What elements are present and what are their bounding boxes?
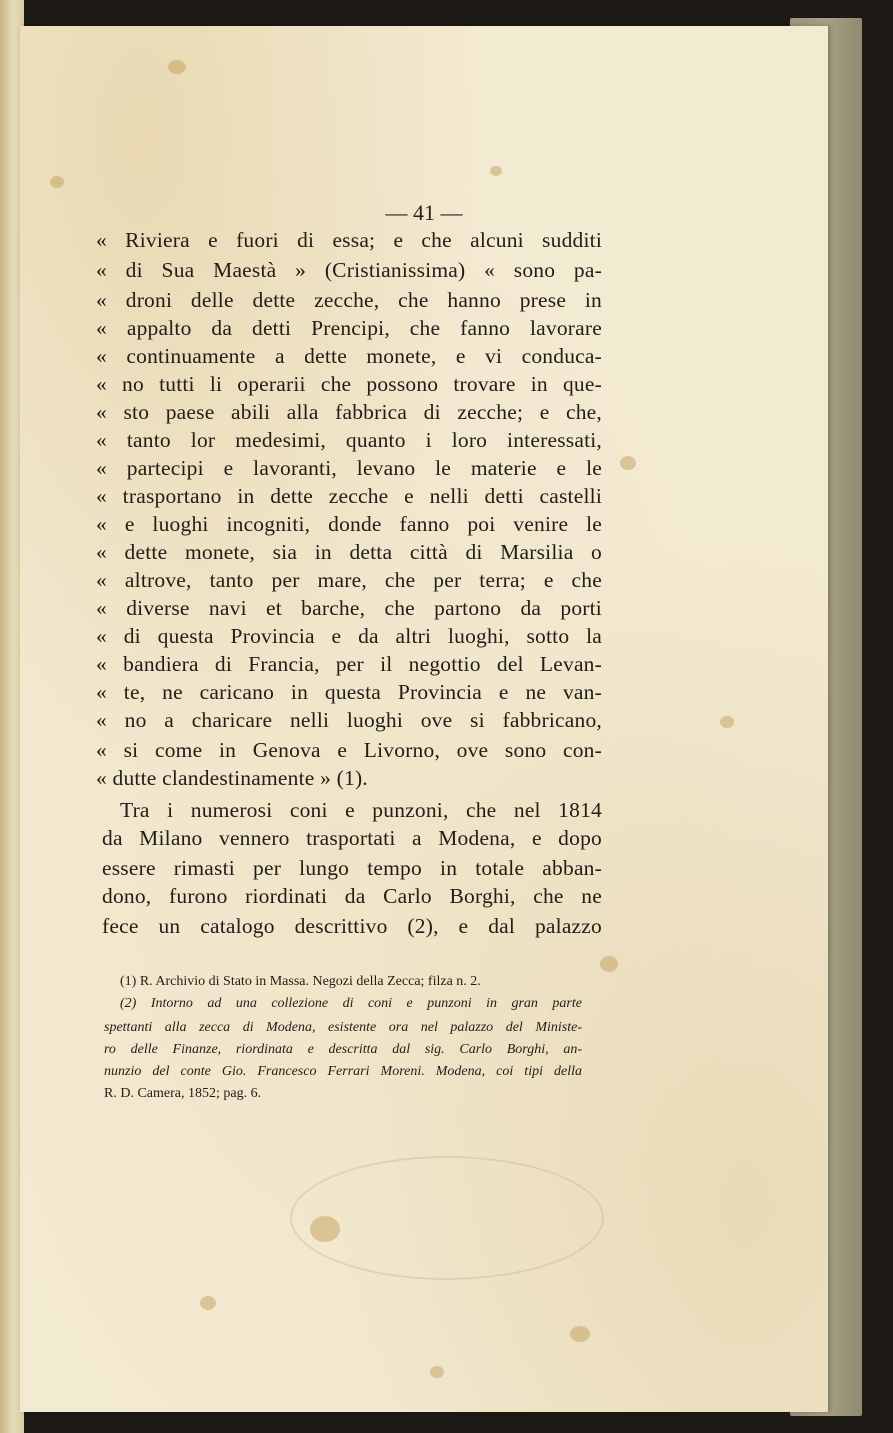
text-line: « diverse navi et barche, che partono da porti: [96, 596, 602, 620]
foxing-spot: [200, 1296, 216, 1310]
text-line: « continuamente a dette monete, e vi conduca-: [96, 344, 602, 368]
foxing-spot: [490, 166, 502, 176]
footnote-line: nunzio del conte Gio. Francesco Ferrari Moreni. Modena, coi tipi della: [104, 1064, 582, 1079]
book-page: [20, 26, 828, 1412]
footnote-line: (1) R. Archivio di Stato in Massa. Negozi della Zecca; filza n. 2.: [120, 974, 481, 989]
text-line: « si come in Genova e Livorno, ove sono con-: [96, 738, 602, 762]
foxing-spot: [168, 60, 186, 74]
foxing-spot: [430, 1366, 444, 1378]
text-line: « di Sua Maestà » (Cristianissima) « sono pa-: [96, 258, 602, 282]
text-line: fece un catalogo descrittivo (2), e dal palazzo: [102, 914, 602, 938]
text-line: « di questa Provincia e da altri luoghi, sotto la: [96, 624, 602, 648]
footnote-line: (2) Intorno ad una collezione di coni e punzoni in gran parte: [120, 996, 582, 1011]
text-line: « tanto lor medesimi, quanto i loro interessati,: [96, 428, 602, 452]
text-line: « dutte clandestinamente » (1).: [96, 766, 368, 790]
text-line: essere rimasti per lungo tempo in totale abban-: [102, 856, 602, 880]
footnote-line: spettanti alla zecca di Modena, esistente ora nel palazzo del Ministe-: [104, 1020, 582, 1035]
text-line: « droni delle dette zecche, che hanno prese in: [96, 288, 602, 312]
text-line: « bandiera di Francia, per il negottio del Levan-: [96, 652, 602, 676]
text-line: « sto paese abili alla fabbrica di zecche; e che,: [96, 400, 602, 424]
page-number: — 41 —: [385, 200, 463, 225]
text-line: Tra i numerosi coni e punzoni, che nel 1814: [120, 798, 602, 822]
text-line: dono, furono riordinati da Carlo Borghi, che ne: [102, 884, 602, 908]
faded-library-stamp: [290, 1156, 604, 1280]
text-line: « altrove, tanto per mare, che per terra; e che: [96, 568, 602, 592]
foxing-spot: [720, 716, 734, 728]
text-line: « partecipi e lavoranti, levano le materie e le: [96, 456, 602, 480]
text-line: « dette monete, sia in detta città di Marsilia o: [96, 540, 602, 564]
foxing-spot: [620, 456, 636, 470]
footnote-line: R. D. Camera, 1852; pag. 6.: [104, 1086, 262, 1101]
text-line: « no tutti li operarii che possono trovare in que-: [96, 372, 602, 396]
text-line: da Milano vennero trasportati a Modena, e dopo: [102, 826, 602, 850]
text-line: « no a charicare nelli luoghi ove si fabbricano,: [96, 708, 602, 732]
text-line: « appalto da detti Prencipi, che fanno lavorare: [96, 316, 602, 340]
text-line: « trasportano in dette zecche e nelli detti castelli: [96, 484, 602, 508]
text-line: « Riviera e fuori di essa; e che alcuni sudditi: [96, 228, 602, 252]
foxing-spot: [50, 176, 64, 188]
foxing-spot: [600, 956, 618, 972]
foxing-spot: [570, 1326, 590, 1342]
text-line: « te, ne caricano in questa Provincia e ne van-: [96, 680, 602, 704]
footnote-line: ro delle Finanze, riordinata e descritta dal sig. Carlo Borghi, an-: [104, 1042, 582, 1057]
text-line: « e luoghi incogniti, donde fanno poi venire le: [96, 512, 602, 536]
